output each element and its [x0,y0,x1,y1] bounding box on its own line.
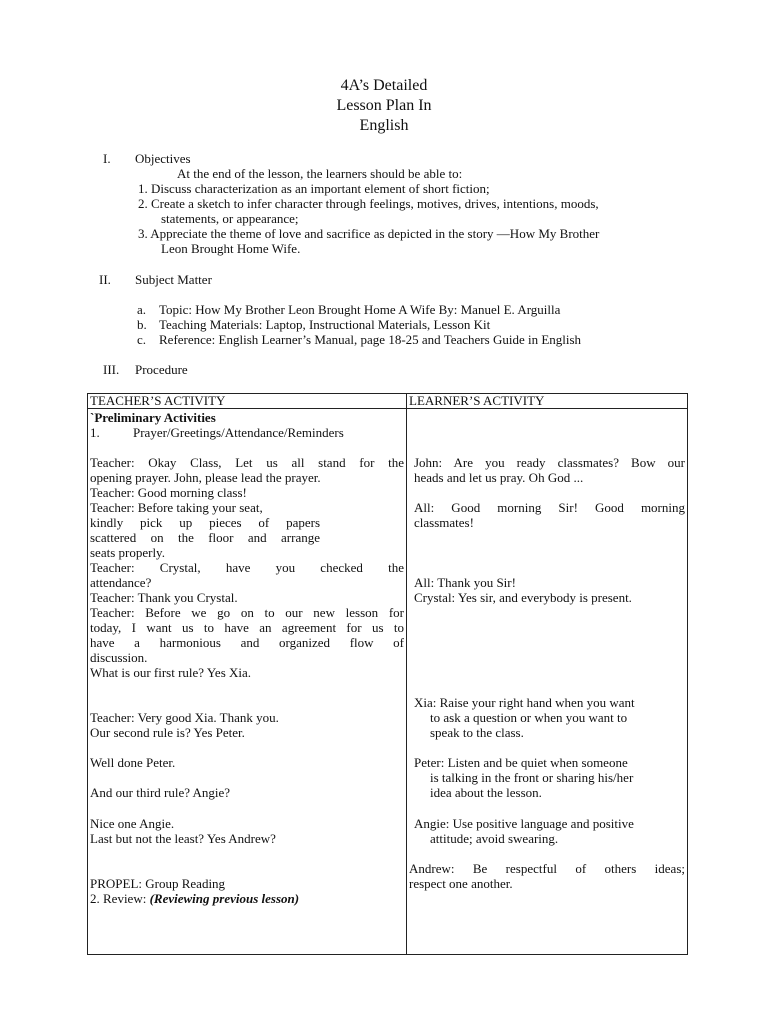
learner-line: to ask a question or when you want to [430,710,628,725]
learner-line: classmates! [414,515,474,530]
step-1-number: 1. [90,425,100,440]
learner-line: heads and let us pray. Oh God ... [414,470,584,485]
teacher-line: have a harmonious and organized flow of [90,635,404,650]
activity-table [87,393,688,955]
subject-item-topic: Topic: How My Brother Leon Brought Home A Wife By: Manuel E. Arguilla [159,302,561,317]
learner-line: Angie: Use positive language and positive [414,816,634,831]
objective-item-2-cont: statements, or appearance; [161,211,299,226]
subject-item-reference: Reference: English Learner’s Manual, page 18-25 and Teachers Guide in English [159,332,582,347]
subject-matter-numeral: II. [99,272,111,287]
teacher-line: Teacher: Crystal, have you checked the [90,560,404,575]
review-label: 2. Review: [90,891,150,906]
procedure-numeral: III. [103,362,120,377]
teacher-line: Well done Peter. [90,755,176,770]
learner-line: attitude; avoid swearing. [430,831,559,846]
teacher-line: kindly pick up pieces of papers [90,515,320,530]
objectives-numeral: I. [103,151,111,166]
teacher-line: Nice one Angie. [90,816,175,831]
document-title [0,76,768,136]
teacher-line: discussion. [90,650,148,665]
learner-line: Crystal: Yes sir, and everybody is present. [414,590,632,605]
teacher-line: Teacher: Thank you Crystal. [90,590,238,605]
teacher-line: scattered on the floor and arrange [90,530,320,545]
objectives-heading: Objectives [135,151,191,166]
subject-matter-heading: Subject Matter [135,272,212,287]
teacher-line: PROPEL: Group Reading [90,876,226,891]
learner-activity-cell [407,409,688,955]
objective-item-2: 2. Create a sketch to infer character through feelings, motives, drives, intentions, moods, [138,196,599,211]
teacher-line: And our third rule? Angie? [90,785,231,800]
teacher-line: seats properly. [90,545,165,560]
procedure-heading: Procedure [135,362,188,377]
preliminary-activities-heading: `Preliminary Activities [90,410,216,425]
teacher-line: Teacher: Good morning class! [90,485,247,500]
teacher-line: opening prayer. John, please lead the prayer. [90,470,321,485]
teacher-line: today, I want us to have an agreement for us to [90,620,404,635]
title-line-2: Lesson Plan In [336,97,432,114]
teacher-line: What is our first rule? Yes Xia. [90,665,252,680]
learner-line: John: Are you ready classmates? Bow our [414,455,685,470]
teacher-line: attendance? [90,575,152,590]
learner-line: Peter: Listen and be quiet when someone [414,755,628,770]
title-line-1: 4A’s Detailed [340,77,428,94]
teacher-line: Teacher: Okay Class, Let us all stand for the [90,455,404,470]
teacher-activity-header: TEACHER’S ACTIVITY [88,394,407,409]
objective-item-1: 1. Discuss characterization as an important element of short fiction; [138,181,490,196]
learner-line: All: Good morning Sir! Good morning [414,500,685,515]
learner-activity-header: LEARNER’S ACTIVITY [407,394,688,409]
teacher-activity-cell [88,409,407,955]
teacher-line: Last but not the least? Yes Andrew? [90,831,276,846]
objectives-intro: At the end of the lesson, the learners should be able to: [177,166,463,181]
objective-item-3: 3. Appreciate the theme of love and sacrifice as depicted in the story ―How My Brother [138,226,600,241]
review-note: (Reviewing previous lesson) [149,891,300,906]
teacher-line: Teacher: Before taking your seat, [90,500,263,515]
step-1-text: Prayer/Greetings/Attendance/Reminders [133,425,344,440]
subject-item-materials: Teaching Materials: Laptop, Instructional Materials, Lesson Kit [159,317,491,332]
teacher-line: Teacher: Very good Xia. Thank you. [90,710,279,725]
learner-line: Andrew: Be respectful of others ideas; [409,861,685,876]
objective-item-3-cont: Leon Brought Home Wife. [161,241,301,256]
subject-item-label-b: b. [137,317,147,332]
learner-line: Xia: Raise your right hand when you want [414,695,635,710]
learner-line: is talking in the front or sharing his/her [430,770,634,785]
teacher-line: Our second rule is? Yes Peter. [90,725,245,740]
learner-line: All: Thank you Sir! [414,575,516,590]
teacher-line: Teacher: Before we go on to our new lesson for [90,605,404,620]
learner-line: speak to the class. [430,725,524,740]
subject-item-label-a: a. [137,302,147,317]
learner-line: idea about the lesson. [430,785,542,800]
subject-item-label-c: c. [137,332,147,347]
title-line-3: English [359,117,409,134]
learner-line: respect one another. [409,876,513,891]
